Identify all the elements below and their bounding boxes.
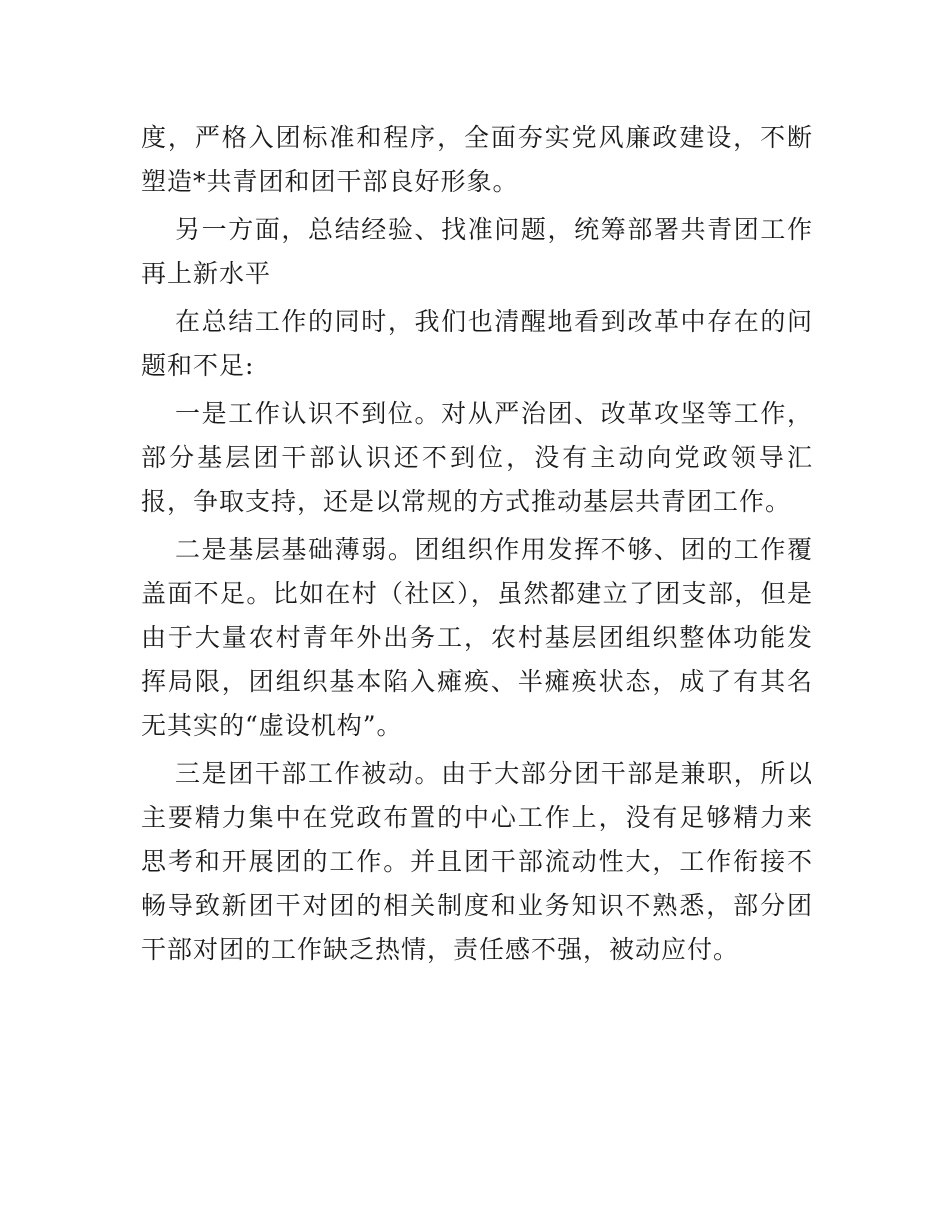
paragraph-issue-2: 二是基层基础薄弱。团组织作用发挥不够、团的工作覆盖面不足。比如在村（社区），虽然都建立了团支部，但是由于大量农村青年外出务工，农村基层团组织整体功能发挥局限，团组织基本陷入瘫痪、半瘫痪状态，成了有其名无其实的“虚设机构”。 xyxy=(141,535,813,740)
paragraph-issue-1: 一是工作认识不到位。对从严治团、改革攻坚等工作，部分基层团干部认识还不到位，没有主动向党政领导汇报，争取支持，还是以常规的方式推动基层共青团工作。 xyxy=(141,399,813,516)
paragraph-intro: 在总结工作的同时，我们也清醒地看到改革中存在的问题和不足: xyxy=(141,307,813,380)
paragraph-section-heading: 另一方面，总结经验、找准问题，统筹部署共青团工作再上新水平 xyxy=(141,215,813,288)
paragraph-continuation: 度，严格入团标准和程序，全面夯实党风廉政建设，不断塑造*共青团和团干部良好形象。 xyxy=(141,123,813,196)
paragraph-issue-3: 三是团干部工作被动。由于大部分团干部是兼职，所以主要精力集中在党政布置的中心工作上，没有足够精力来思考和开展团的工作。并且团干部流动性大，工作衔接不畅导致新团干对团的相关制度和业务知识不熟悉，部分团干部对团的工作缺乏热情，责任感不强，被动应付。 xyxy=(141,759,813,964)
document-body xyxy=(141,116,813,976)
